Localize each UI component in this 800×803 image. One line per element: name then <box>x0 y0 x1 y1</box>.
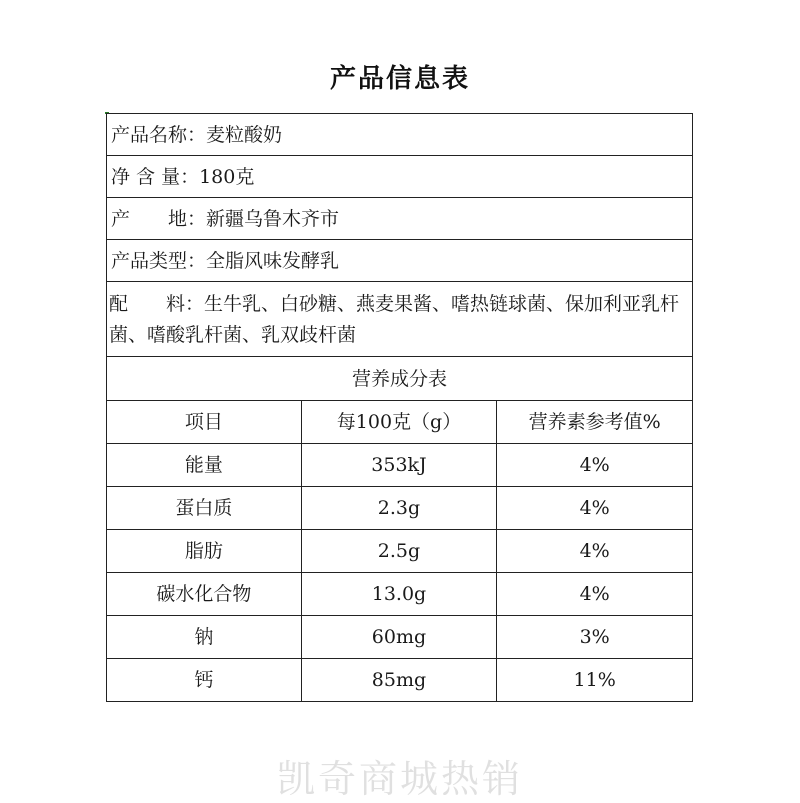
nutrient-nrv: 4% <box>497 530 693 573</box>
nutrient-amount: 13.0g <box>301 573 497 616</box>
nutrient-nrv: 11% <box>497 659 693 702</box>
nutrient-amount: 2.3g <box>301 487 497 530</box>
info-label: 净 含 量： <box>111 165 200 188</box>
nutrient-amount: 85mg <box>301 659 497 702</box>
info-cell <box>107 240 693 282</box>
info-value: 新疆乌鲁木齐市 <box>206 207 340 230</box>
column-header-nrv: 营养素参考值% <box>497 401 693 444</box>
product-info-table <box>106 113 693 702</box>
info-cell <box>107 282 693 357</box>
info-row-product-type <box>107 240 693 282</box>
info-row-net-weight <box>107 156 693 198</box>
table-row <box>107 487 693 530</box>
nutrient-nrv: 4% <box>497 444 693 487</box>
nutrient-name: 能量 <box>107 444 302 487</box>
column-header-item: 项目 <box>107 401 302 444</box>
info-cell <box>107 198 693 240</box>
nutrient-amount: 60mg <box>301 616 497 659</box>
info-label: 产 地： <box>111 207 207 230</box>
table-row <box>107 444 693 487</box>
table-row <box>107 659 693 702</box>
info-cell <box>107 114 693 156</box>
nutrient-nrv: 3% <box>497 616 693 659</box>
table-row <box>107 530 693 573</box>
nutrient-nrv: 4% <box>497 573 693 616</box>
column-header-per-100g: 每100克（g） <box>301 401 497 444</box>
table-row <box>107 573 693 616</box>
nutrient-name: 钠 <box>107 616 302 659</box>
info-row-ingredients <box>107 282 693 357</box>
info-value: 麦粒酸奶 <box>206 123 283 146</box>
table-row <box>107 616 693 659</box>
info-label: 产品名称： <box>111 123 207 146</box>
nutrient-name: 脂肪 <box>107 530 302 573</box>
nutrient-amount: 353kJ <box>301 444 497 487</box>
info-cell <box>107 156 693 198</box>
info-value: 生牛乳、白砂糖、燕麦果酱、嗜热链球菌、保加利亚乳杆菌、嗜酸乳杆菌、乳双歧杆菌 <box>109 293 680 346</box>
info-value: 全脂风味发酵乳 <box>206 249 340 272</box>
page-title: 产品信息表 <box>329 64 470 94</box>
info-label: 产品类型： <box>111 249 207 272</box>
info-row-origin <box>107 198 693 240</box>
nutrition-title: 营养成分表 <box>107 357 693 401</box>
info-row-product-name <box>107 114 693 156</box>
nutrient-name: 蛋白质 <box>107 487 302 530</box>
watermark: 凯奇商城热销 <box>276 757 523 801</box>
nutrient-amount: 2.5g <box>301 530 497 573</box>
nutrient-name: 碳水化合物 <box>107 573 302 616</box>
nutrition-header-row <box>107 401 693 444</box>
info-value: 180克 <box>199 165 255 188</box>
nutrient-name: 钙 <box>107 659 302 702</box>
nutrition-title-row <box>107 357 693 401</box>
info-label: 配 料： <box>109 293 205 315</box>
nutrient-nrv: 4% <box>497 487 693 530</box>
